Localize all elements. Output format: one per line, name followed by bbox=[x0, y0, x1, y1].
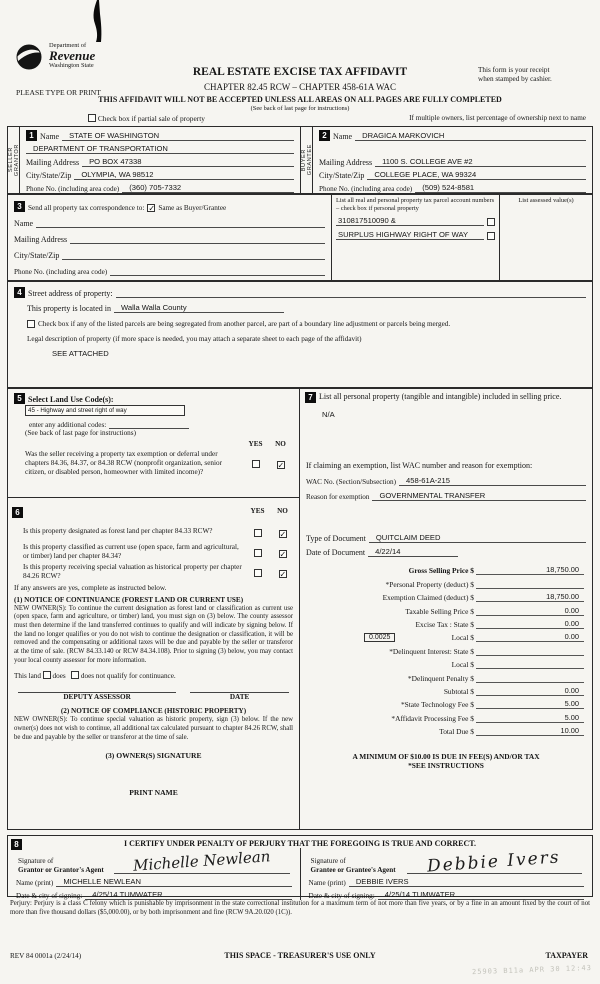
buyer-name-value[interactable]: DRAGICA MARKOVICH bbox=[355, 131, 586, 141]
owners-signature-title: (3) OWNER(S) SIGNATURE bbox=[105, 751, 202, 761]
q3-yes-checkbox[interactable] bbox=[254, 569, 262, 577]
document-date-value[interactable]: 4/22/14 bbox=[368, 547, 458, 557]
corr-name-label: Name bbox=[14, 219, 34, 228]
exemption-reason-value[interactable]: GOVERNMENTAL TRANSFER bbox=[372, 491, 586, 501]
delinquent-penalty-label: *Delinquent Penalty $ bbox=[407, 673, 474, 683]
buyer-csz-value[interactable]: COLLEGE PLACE, WA 99324 bbox=[367, 170, 586, 180]
taxpayer-label: TAXPAYER bbox=[545, 951, 588, 960]
section4-number: 4 bbox=[14, 287, 25, 298]
grantee-name-print-value[interactable]: DEBBIE IVERS bbox=[349, 877, 584, 887]
revenue-label: Revenue bbox=[49, 48, 96, 63]
subtotal-label: Subtotal $ bbox=[443, 686, 474, 696]
document-date-label: Date of Document bbox=[306, 548, 366, 557]
send-correspondence-label: Send all property tax correspondence to: bbox=[28, 204, 145, 212]
seller-name-label: Name bbox=[40, 132, 60, 141]
fee-row-delinq-interest-local bbox=[308, 656, 584, 669]
affidavit-processing-fee-label: *Affidavit Processing Fee $ bbox=[391, 713, 474, 723]
cashier-stamp: 25903 B11a APR 30 12:43 bbox=[471, 963, 593, 977]
warning-line: THIS AFFIDAVIT WILL NOT BE ACCEPTED UNLESS ALL AREAS ON ALL PAGES ARE FULLY COMPLETED bbox=[98, 95, 502, 104]
buyer-mailing-label: Mailing Address bbox=[319, 158, 373, 167]
section6-yes-header: YES bbox=[250, 506, 265, 515]
s5-no-checkbox[interactable]: ✓ bbox=[277, 461, 285, 471]
delinquent-interest-local-label: Local $ bbox=[451, 660, 474, 670]
see-instructions-note: *SEE INSTRUCTIONS bbox=[408, 761, 484, 771]
if-yes-note: If any answers are yes, complete as instructed below. bbox=[14, 583, 167, 592]
tax-correspondence-box bbox=[7, 194, 593, 281]
taxable-selling-price-value[interactable]: 0.00 bbox=[476, 606, 584, 616]
s5-yes-checkbox[interactable] bbox=[252, 460, 260, 468]
personal-property-deduct-label: *Personal Property (deduct) $ bbox=[385, 579, 474, 589]
exemption-claim-label: If claiming an exemption, list WAC number and reason for exemption: bbox=[306, 461, 533, 470]
gross-selling-price-value[interactable]: 18,750.00 bbox=[476, 565, 584, 575]
fee-row-excise-local bbox=[308, 629, 584, 642]
notice-compliance-title: (2) NOTICE OF COMPLIANCE (HISTORIC PROPERTY) bbox=[60, 707, 247, 716]
notice-continuance-title: (1) NOTICE OF CONTINUANCE (FOREST LAND OR CURRENT USE) bbox=[14, 595, 244, 604]
corr-phone-label: Phone No. (including area code) bbox=[14, 268, 108, 276]
state-technology-fee-value[interactable]: 5.00 bbox=[476, 699, 584, 709]
deputy-assessor-line[interactable]: DEPUTY ASSESSOR bbox=[18, 692, 176, 701]
partial-sale-checkbox[interactable] bbox=[88, 114, 96, 122]
forest-land-question: Is this property designated as forest land per chapter 84.33 RCW? bbox=[23, 527, 213, 536]
additional-codes-label: enter any additional codes: bbox=[29, 421, 107, 429]
delinquent-interest-state-label: *Delinquent Interest: State $ bbox=[389, 646, 474, 656]
dor-logo bbox=[14, 42, 95, 72]
section5-number: 5 bbox=[14, 393, 25, 404]
located-in-label: This property is located in bbox=[27, 304, 111, 313]
q1-yes-checkbox[interactable] bbox=[254, 529, 262, 537]
exemption-claimed-value[interactable]: 18,750.00 bbox=[476, 592, 584, 602]
fee-row-affidavit-fee bbox=[308, 709, 584, 722]
selling-price-box bbox=[299, 388, 593, 830]
current-use-question: Is this property classified as current use (open space, farm and agricultural, or timber) land per chapter 84.34? bbox=[23, 542, 239, 560]
corr-phone-input[interactable] bbox=[110, 267, 325, 276]
buyer-phone-label: Phone No. (including area code) bbox=[319, 185, 413, 193]
wac-number-value[interactable]: 458-61A-215 bbox=[399, 476, 586, 486]
grantor-name-print-label: Name (print) bbox=[16, 879, 54, 887]
personal-property-deduct-value[interactable] bbox=[476, 580, 584, 589]
notice-continuance-text: NEW OWNER(S): To continue the current designation as forest land or classification as current use (open space, farm and agriculture, or timber) land, you must sign on (3) below. The county assessor must then determine if the land transferred continues to qualify and will indicate by signing below. If the land no longer qualifies or you do not wish to continue the designation or classification, it will be removed and the compensating or additional taxes will be due and payable by the seller or transferor at the time of sale. (RCW 84.33.140 or RCW 84.34.108). Prior to signing (3) below, you may contact your local county assessor for more information. bbox=[14, 604, 293, 664]
seller-name2-value[interactable]: DEPARTMENT OF TRANSPORTATION bbox=[26, 144, 294, 154]
personal-property-label: List all personal property (tangible and intangible) included in selling price. bbox=[319, 392, 562, 401]
certification-box bbox=[7, 835, 593, 900]
seller-csz-value[interactable]: OLYMPIA, WA 98512 bbox=[74, 170, 294, 180]
parcel-number-1[interactable]: 310817510090 & bbox=[336, 216, 484, 226]
fee-row-delinq-interest-state bbox=[308, 642, 584, 655]
local-rate-box[interactable]: 0.0025 bbox=[364, 633, 395, 642]
grantor-side-label: GRANTOR bbox=[13, 143, 20, 177]
corr-mailing-label: Mailing Address bbox=[14, 235, 68, 244]
wac-number-label: WAC No. (Section/Subsection) bbox=[306, 478, 397, 486]
document-type-value[interactable]: QUITCLAIM DEED bbox=[369, 533, 586, 543]
buyer-csz-label: City/State/Zip bbox=[319, 171, 365, 180]
land-does-not-checkbox[interactable] bbox=[71, 671, 79, 679]
grantee-signature-line[interactable] bbox=[407, 847, 583, 877]
fee-row-excise-state bbox=[308, 616, 584, 629]
grantee-name-print-label: Name (print) bbox=[308, 879, 346, 887]
section2-number: 2 bbox=[319, 130, 330, 141]
washington-state-label: Washington State bbox=[49, 62, 94, 69]
seller-phone-label: Phone No. (including area code) bbox=[26, 185, 120, 193]
buyer-name-label: Name bbox=[333, 132, 353, 141]
buyer-side-strip bbox=[301, 127, 313, 193]
chapter-line: CHAPTER 82.45 RCW – CHAPTER 458-61A WAC bbox=[204, 82, 396, 92]
delinquent-interest-local-value[interactable] bbox=[476, 660, 584, 669]
treasurer-use-label: THIS SPACE - TREASURER'S USE ONLY bbox=[224, 951, 376, 960]
minimum-due-note: A MINIMUM OF $10.00 IS DUE IN FEE(S) AND/OR TAX bbox=[352, 752, 540, 762]
grantee-agent-label: Grantee or Grantee's Agent bbox=[310, 865, 396, 874]
see-back-note: (See back of last page for instructions) bbox=[250, 105, 350, 112]
excise-tax-state-value[interactable]: 0.00 bbox=[476, 619, 584, 629]
county-value[interactable]: Walla Walla County bbox=[114, 303, 284, 313]
total-due-label: Total Due $ bbox=[439, 727, 474, 737]
notice-compliance-text: NEW OWNER(S): To continue special valuation as historic property, sign (3) below. If the new owner(s) does not wish to continue, all additional tax calculated pursuant to chapter 84.26 RCW, shall be due and payable by the seller or transferor at the time of sale. bbox=[14, 716, 293, 741]
assessed-value-column bbox=[499, 195, 592, 280]
dor-logo-icon bbox=[14, 42, 44, 72]
corr-mailing-input[interactable] bbox=[70, 235, 325, 244]
form-revision-number: REV 84 0001a (2/24/14) bbox=[10, 952, 82, 960]
grantor-signature-block bbox=[8, 848, 300, 900]
document-type-label: Type of Document bbox=[306, 534, 366, 543]
additional-codes-input[interactable] bbox=[109, 420, 189, 429]
q3-no-checkbox[interactable]: ✓ bbox=[279, 569, 287, 579]
legal-description-value[interactable]: SEE ATTACHED bbox=[52, 349, 109, 358]
dept-of-label: Department of bbox=[49, 42, 87, 49]
same-as-buyer-label: Same as Buyer/Grantee bbox=[158, 204, 227, 212]
receipt-note: This form is your receipt when stamped by cashier. bbox=[478, 66, 552, 83]
fee-row-taxable bbox=[308, 602, 584, 615]
seller-section bbox=[8, 127, 301, 193]
seller-side-label: SELLER bbox=[7, 147, 14, 173]
delinquent-penalty-value[interactable] bbox=[476, 674, 584, 683]
buyer-phone-value[interactable]: (509) 524-8581 bbox=[415, 183, 586, 193]
grantor-signature: Michelle Newlean bbox=[132, 847, 271, 875]
multiple-owners-note: If multiple owners, list percentage of ownership next to name bbox=[409, 114, 586, 122]
seller-phone-value[interactable]: (360) 705-7332 bbox=[122, 183, 294, 193]
section5-see-back: (See back of last page for instructions) bbox=[25, 429, 136, 437]
excise-tax-state-label: Excise Tax : State $ bbox=[415, 619, 474, 629]
grantee-signature-block bbox=[300, 848, 593, 900]
certify-statement: I CERTIFY UNDER PENALTY OF PERJURY THAT THE FOREGOING IS TRUE AND CORRECT. bbox=[123, 839, 476, 848]
grantor-date-city-label: Date & city of signing: bbox=[16, 892, 83, 900]
historical-property-question: Is this property receiving special valuation as historical property per chapter 84.26 RCW? bbox=[23, 562, 242, 580]
exemption-deferral-question: Was the seller receiving a property tax exemption or deferral under chapters 84.36, 84.37, or 84.38 RCW (nonprofit organization, senior citizen, or disabled person, homeowner with limited income)? bbox=[25, 450, 222, 476]
land-use-code-input[interactable] bbox=[25, 405, 185, 416]
seller-mailing-label: Mailing Address bbox=[26, 158, 80, 167]
buyer-side-label: BUYER bbox=[300, 148, 307, 172]
fee-row-personal bbox=[308, 575, 584, 588]
section3-number: 3 bbox=[14, 201, 25, 212]
street-address-label: Street address of property: bbox=[28, 289, 113, 298]
fee-row-tech-fee bbox=[308, 696, 584, 709]
section5-no-header: NO bbox=[275, 440, 286, 448]
total-due-value[interactable]: 10.00 bbox=[476, 726, 584, 736]
land-use-select-label: Select Land Use Code(s): bbox=[28, 395, 114, 404]
partial-sale-label: Check box if partial sale of property bbox=[97, 114, 205, 123]
seller-mailing-value[interactable]: PO BOX 47338 bbox=[82, 157, 294, 167]
parcel-number-2[interactable]: SURPLUS HIGHWAY RIGHT OF WAY bbox=[336, 230, 484, 240]
assessed-value-header: List assessed value(s) bbox=[518, 197, 574, 204]
perjury-statement: Perjury: Perjury is a class C felony which is punishable by imprisonment in the state correctional institution for a maximum term of not more than five years, or by a fine in an amount fixed by the court of not more than five thousand dollars ($5,000.00), or by both imprisonment and fine (RCW 9A.20.020 (1C)). bbox=[10, 900, 590, 916]
exemption-reason-label: Reason for exemption bbox=[306, 493, 370, 501]
segregated-checkbox[interactable] bbox=[27, 320, 35, 328]
grantor-signature-line[interactable] bbox=[114, 847, 290, 875]
section7-number: 7 bbox=[305, 392, 316, 403]
parcel2-personal-checkbox[interactable] bbox=[487, 232, 495, 240]
please-type-label: PLEASE TYPE OR PRINT bbox=[16, 88, 101, 97]
section8-number: 8 bbox=[11, 839, 22, 850]
personal-property-value[interactable]: N/A bbox=[322, 410, 335, 419]
fee-row-exemption bbox=[308, 589, 584, 602]
fee-row-subtotal bbox=[308, 683, 584, 696]
grantor-sig-of-label: Signature of bbox=[18, 857, 54, 866]
grantor-date-city-value[interactable]: 4/25/14 TUMWATER bbox=[85, 890, 291, 900]
subtotal-value[interactable]: 0.00 bbox=[476, 686, 584, 696]
print-name-title: PRINT NAME bbox=[129, 788, 178, 798]
section5-yes-header: YES bbox=[248, 440, 263, 448]
delinquent-interest-state-value[interactable] bbox=[476, 647, 584, 656]
same-as-buyer-checkbox[interactable]: ✓ bbox=[148, 204, 156, 213]
parcel-column bbox=[331, 195, 499, 280]
segregated-label: Check box if any of the listed parcels are being segregated from another parcel, are part of a boundary line adjustment or parcels being merged. bbox=[38, 320, 451, 328]
exemption-claimed-label: Exemption Claimed (deduct) $ bbox=[382, 593, 474, 603]
fee-row-total bbox=[308, 723, 584, 736]
q2-yes-checkbox[interactable] bbox=[254, 549, 262, 557]
form-title: REAL ESTATE EXCISE TAX AFFIDAVIT bbox=[192, 66, 408, 78]
section6-no-header: NO bbox=[277, 506, 288, 515]
seller-side-strip bbox=[8, 127, 20, 193]
date-line[interactable]: DATE bbox=[190, 692, 289, 701]
correspondence-column bbox=[8, 195, 331, 280]
grantor-name-print-value[interactable]: MICHELLE NEWLEAN bbox=[56, 877, 291, 887]
grantee-sig-of-label: Signature of bbox=[310, 857, 346, 866]
land-use-code-box bbox=[7, 388, 300, 498]
section6-number: 6 bbox=[12, 507, 23, 518]
land-does-checkbox[interactable] bbox=[43, 671, 51, 679]
land-use-code-value: 45 - Highway and street right of way bbox=[28, 407, 127, 414]
corr-csz-label: City/State/Zip bbox=[14, 251, 60, 260]
grantee-date-city-value[interactable]: 4/25/14 TUMWATER bbox=[378, 890, 584, 900]
excise-tax-local-label: 0.0025 Local $ bbox=[308, 633, 476, 642]
seller-name-value[interactable]: STATE OF WASHINGTON bbox=[62, 131, 294, 141]
q1-no-checkbox[interactable]: ✓ bbox=[279, 529, 287, 539]
corr-name-input[interactable] bbox=[36, 219, 325, 228]
section1-number: 1 bbox=[26, 130, 37, 141]
street-address-input[interactable] bbox=[116, 289, 586, 298]
buyer-mailing-value[interactable]: 1100 S. COLLEGE AVE #2 bbox=[375, 157, 586, 167]
parcel1-personal-checkbox[interactable] bbox=[487, 218, 495, 226]
fee-row-delinq-penalty bbox=[308, 669, 584, 682]
continuance-qualify-row: This land does does not qualify for continuance. bbox=[14, 672, 176, 681]
affidavit-processing-fee-value[interactable]: 5.00 bbox=[476, 713, 584, 723]
q2-no-checkbox[interactable]: ✓ bbox=[279, 549, 287, 559]
gross-selling-price-label: Gross Selling Price $ bbox=[408, 566, 474, 576]
fee-row-gross bbox=[308, 562, 584, 575]
land-designation-box bbox=[7, 497, 300, 830]
state-technology-fee-label: *State Technology Fee $ bbox=[400, 700, 474, 710]
grantee-side-label: GRANTEE bbox=[306, 144, 313, 176]
buyer-section bbox=[301, 127, 592, 193]
grantee-date-city-label: Date & city of signing: bbox=[308, 892, 375, 900]
excise-tax-local-value[interactable]: 0.00 bbox=[476, 632, 584, 642]
taxable-selling-price-label: Taxable Selling Price $ bbox=[405, 606, 474, 616]
legal-description-label: Legal description of property (if more space is needed, you may attach a separate sheet to each page of the affidavit) bbox=[27, 335, 362, 343]
scan-artifact bbox=[88, 0, 106, 42]
property-location-box bbox=[7, 281, 593, 388]
partial-sale-row bbox=[88, 114, 205, 123]
grantor-agent-label: Grantor or Grantor's Agent bbox=[18, 865, 104, 874]
parcel-header: List all real and personal property tax parcel account numbers – check box if personal property bbox=[336, 197, 495, 212]
seller-csz-label: City/State/Zip bbox=[26, 171, 72, 180]
seller-buyer-box bbox=[7, 126, 593, 194]
corr-csz-input[interactable] bbox=[62, 251, 325, 260]
grantee-signature: Debbie Ivers bbox=[426, 847, 562, 877]
